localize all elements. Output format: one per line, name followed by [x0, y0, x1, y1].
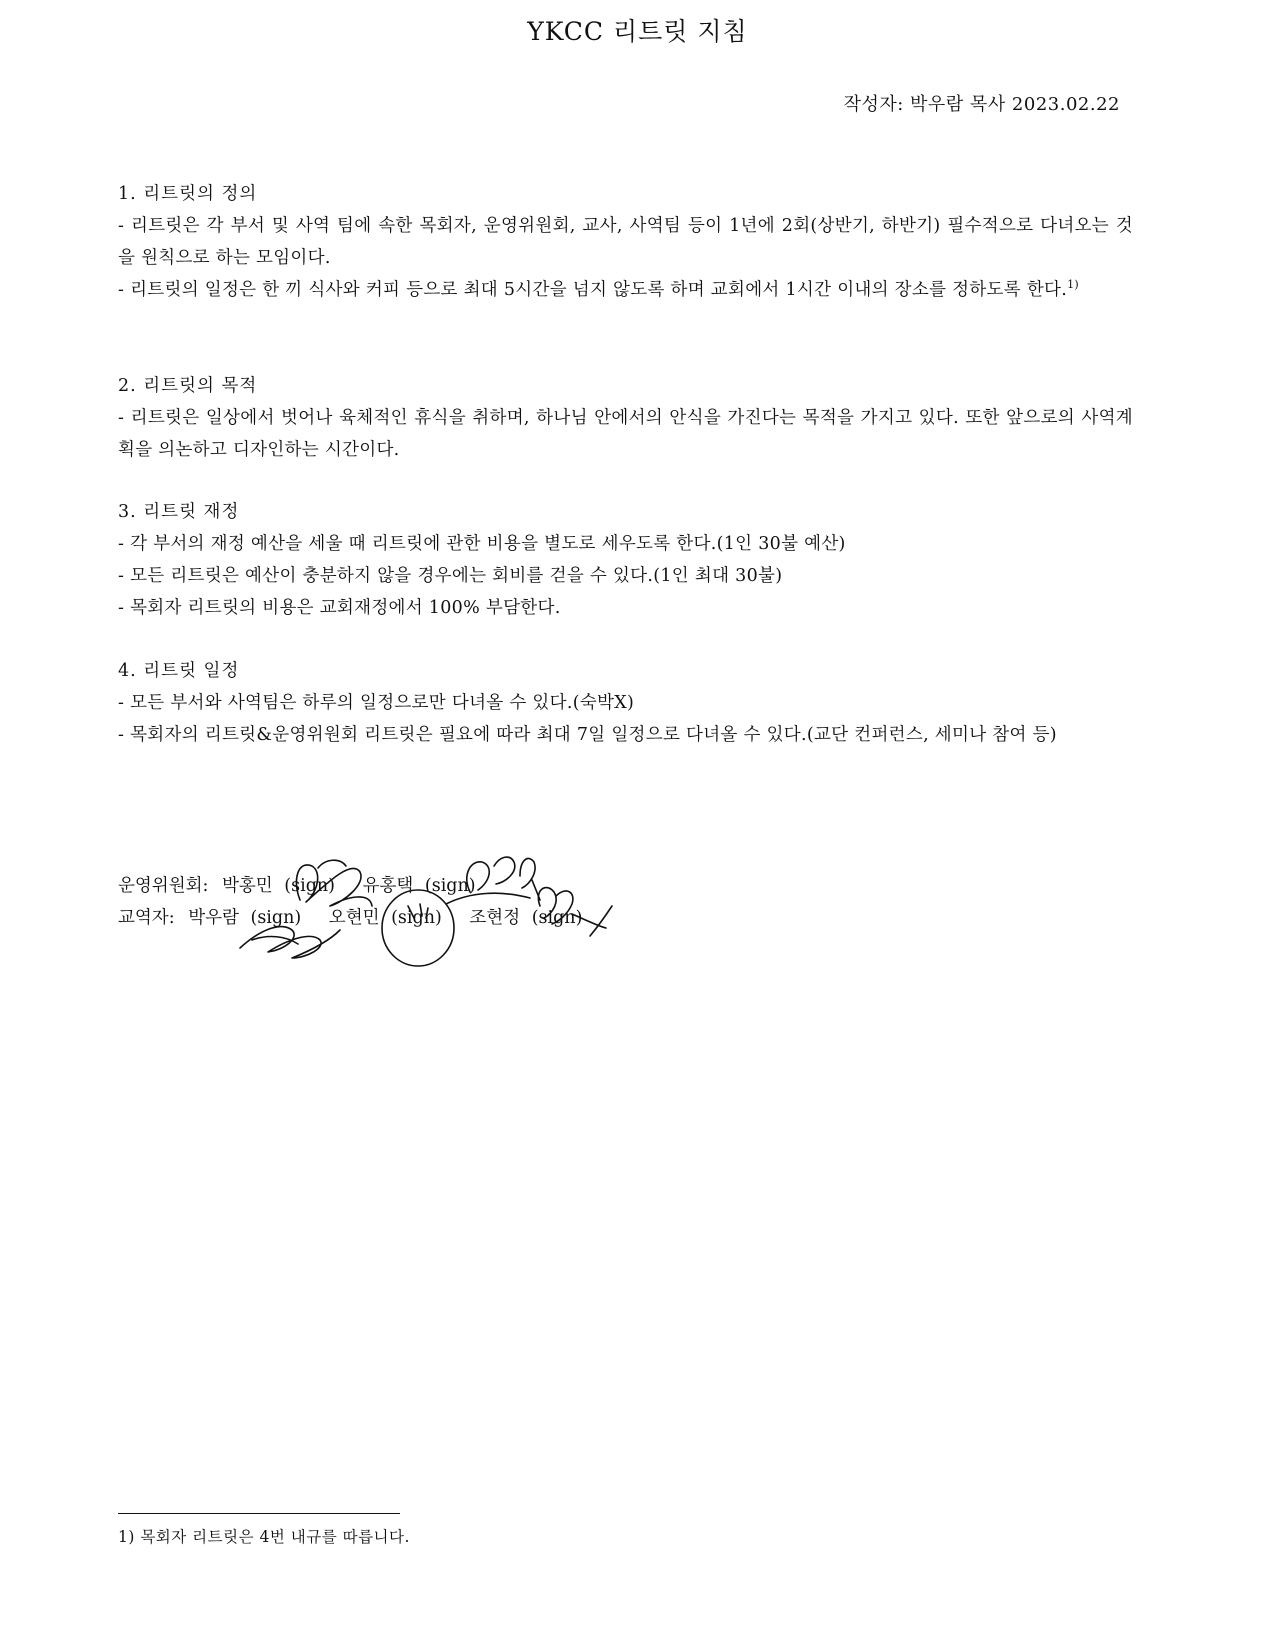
sign-mark: (sign) [424, 876, 476, 896]
section-item: - 모든 리트릿은 예산이 충분하지 않을 경우에는 회비를 걷을 수 있다.(1인 최대 30불) [118, 566, 783, 586]
sign-mark: (sign) [531, 908, 583, 928]
section-item: - 리트릿은 각 부서 및 사역 팀에 속한 목회자, 운영위원회, 교사, 사역팀 등이 1년에 2회(상반기, 하반기) 필수적으로 다녀오는 것을 원칙으로 하는 모임이다. [118, 216, 1133, 268]
section-item: - 리트릿의 일정은 한 끼 식사와 커피 등으로 최대 5시간을 넘지 않도록 하며 교회에서 1시간 이내의 장소를 정하도록 한다.$^{1)}$ [118, 278, 1079, 300]
section-item: - 모든 부서와 사역팀은 하루의 일정으로만 다녀올 수 있다.(숙박X) [118, 693, 635, 713]
committee-signature-row [118, 870, 582, 902]
signature-stroke-park-hongmin [318, 860, 346, 868]
signature-stroke-park-wooram [252, 937, 298, 944]
author-line: 작성자: 박우람 목사 2023.02.22 [843, 94, 1120, 115]
signature-block [118, 870, 582, 934]
section-heading: 1. 리트릿의 정의 [118, 184, 258, 204]
sign-mark: (sign) [284, 876, 336, 896]
signer-name: 박우람 [188, 908, 239, 928]
signature-row-label: 운영위원회: [118, 876, 209, 896]
section-heading: 4. 리트릿 일정 [118, 661, 240, 681]
section-item: - 각 부서의 재정 예산을 세울 때 리트릿에 관한 비용을 별도로 세우도록 한다.(1인 30불 예산) [118, 534, 846, 554]
signature-row-label: 교역자: [118, 908, 175, 928]
section-heading: 2. 리트릿의 목적 [118, 376, 258, 396]
signer-name: 오현민 [328, 908, 380, 928]
minister-signature-row [118, 902, 582, 934]
section-item: - 목회자 리트릿의 비용은 교회재정에서 100% 부담한다. [118, 598, 561, 618]
signer-name: 조현정 [469, 908, 521, 928]
section-definition [118, 178, 1133, 306]
signer-name: 유홍택 [362, 876, 414, 896]
footnote-reference: 1) [1067, 278, 1079, 292]
section-schedule [118, 655, 1133, 751]
footnote: 1) 목회자 리트릿은 4번 내규를 따릅니다. [118, 1528, 410, 1546]
section-heading: 3. 리트릿 재정 [118, 502, 240, 522]
section-purpose [118, 370, 1133, 466]
sign-mark: (sign) [250, 908, 302, 928]
footnote-divider [118, 1513, 400, 1514]
sign-mark: (sign) [391, 908, 442, 928]
section-item: - 리트릿은 일상에서 벗어나 육체적인 휴식을 취하며, 하나님 안에서의 안식을 가진다는 목적을 가지고 있다. 또한 앞으로의 사역계획을 의논하고 디자인하는 시간이다. [118, 408, 1133, 460]
signer-name: 박홍민 [222, 876, 273, 896]
section-item: - 목회자의 리트릿&운영위원회 리트릿은 필요에 따라 최대 7일 일정으로 다녀올 수 있다.(교단 컨퍼런스, 세미나 참여 등) [118, 725, 1057, 745]
section-finance [118, 496, 1133, 624]
document-title: YKCC 리트릿 지침 [527, 17, 748, 46]
